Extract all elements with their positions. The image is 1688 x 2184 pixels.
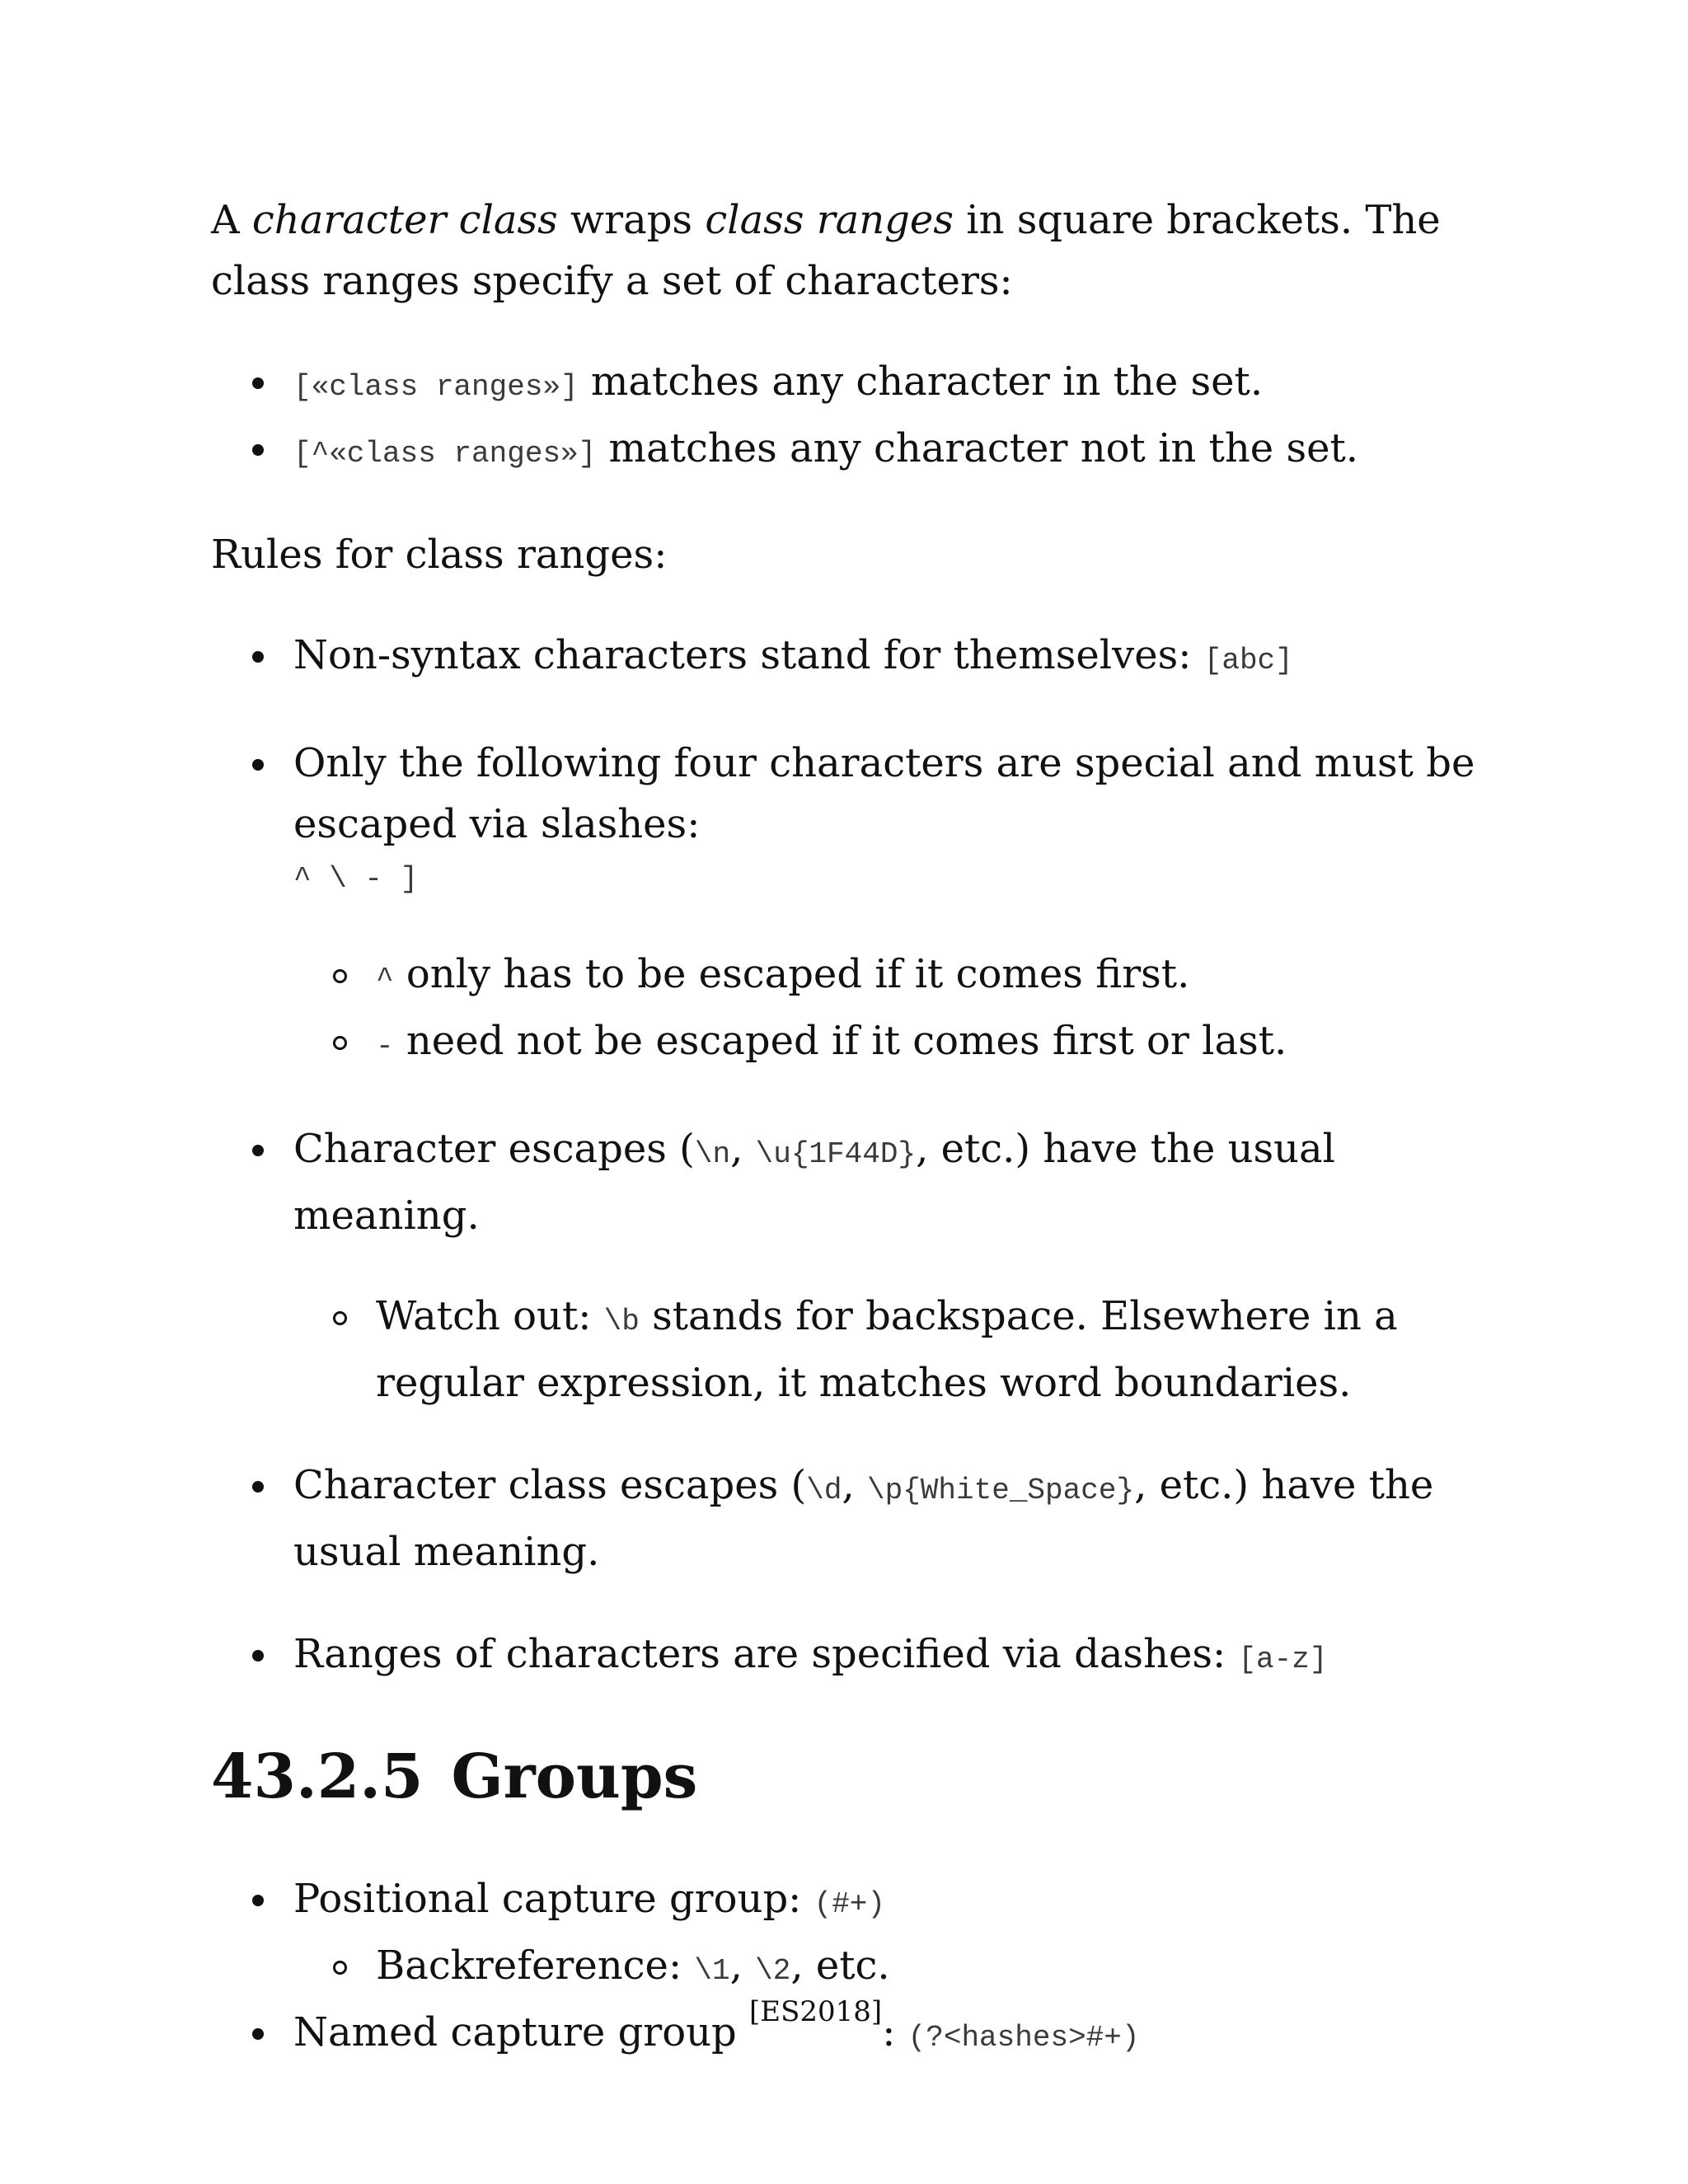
list-item: - need not be escaped if it comes first or last. — [293, 1010, 1497, 1077]
inline-code: [«class ranges»] — [293, 370, 579, 404]
inline-code: [a-z] — [1238, 1643, 1328, 1676]
list-item: ^ only has to be escaped if it comes first. — [293, 944, 1497, 1010]
inline-code: \u{1F44D} — [755, 1137, 917, 1171]
document-page — [211, 190, 1497, 2069]
list-item: Watch out: \b stands for backspace. Elsewhere in a regular expression, it matches word boundaries. — [293, 1286, 1497, 1413]
section-title: Groups — [451, 1741, 698, 1812]
es2018-badge: [ES2018] — [749, 1995, 883, 2028]
sub-list — [293, 944, 1497, 1077]
inline-code: [abc] — [1203, 644, 1293, 677]
class-syntax-list — [211, 351, 1497, 485]
list-item: Character class escapes (\d, \p{White_Space}, etc.) have the usual meaning. — [211, 1455, 1497, 1582]
special-characters-code: ^ \ - ] — [293, 862, 419, 896]
list-item: Positional capture group: (#+) Backreference: \1, \2, etc. — [211, 1868, 1497, 2002]
inline-code: \2 — [755, 1954, 791, 1988]
inline-code: - — [376, 1029, 394, 1063]
sub-list — [293, 1286, 1497, 1413]
list-item: Named capture group [ES2018]: (?<hashes>#+) — [211, 2002, 1497, 2069]
list-item: Character escapes (\n, \u{1F44D}, etc.) have the usual meaning. Watch out: \b stands for backspace. Elsewhere in a regular expression, it matches word boundaries. — [211, 1118, 1497, 1413]
section-number: 43.2.5 — [211, 1741, 424, 1812]
sub-list — [293, 1935, 1497, 2002]
inline-code: (#+) — [814, 1887, 886, 1921]
rules-list — [211, 625, 1497, 1690]
list-item: Ranges of characters are specified via dashes: [a-z] — [211, 1624, 1497, 1690]
section-heading — [211, 1740, 1497, 1814]
list-item: [^«class ranges»] matches any character not in the set. — [211, 418, 1497, 485]
inline-code: (?<hashes>#+) — [907, 2021, 1140, 2055]
inline-code: \1 — [694, 1954, 730, 1988]
groups-list — [211, 1868, 1497, 2069]
rules-heading: Rules for class ranges: — [211, 532, 668, 578]
inline-code: \n — [694, 1137, 731, 1171]
list-item: Backreference: \1, \2, etc. — [293, 1935, 1497, 2002]
term-character-class: character class — [251, 197, 558, 243]
inline-code: \d — [806, 1474, 842, 1507]
inline-code: \p{White_Space} — [867, 1474, 1135, 1507]
list-item: Non-syntax characters stand for themselves: [abc] — [211, 625, 1497, 691]
list-item: Only the following four characters are special and must be escaped via slashes: ^ \ - ] ^ only has to be escaped if it comes first. - need not be escaped if it comes first or last. — [211, 733, 1497, 1077]
inline-code: ^ — [376, 963, 394, 996]
term-class-ranges: class ranges — [705, 197, 954, 243]
inline-code: \b — [603, 1305, 640, 1338]
inline-code: [^«class ranges»] — [293, 437, 597, 471]
intro-paragraph: A character class wraps class ranges in square brackets. The class ranges specify a set of characters: — [211, 197, 1441, 304]
list-item: [«class ranges»] matches any character in the set. — [211, 351, 1497, 418]
